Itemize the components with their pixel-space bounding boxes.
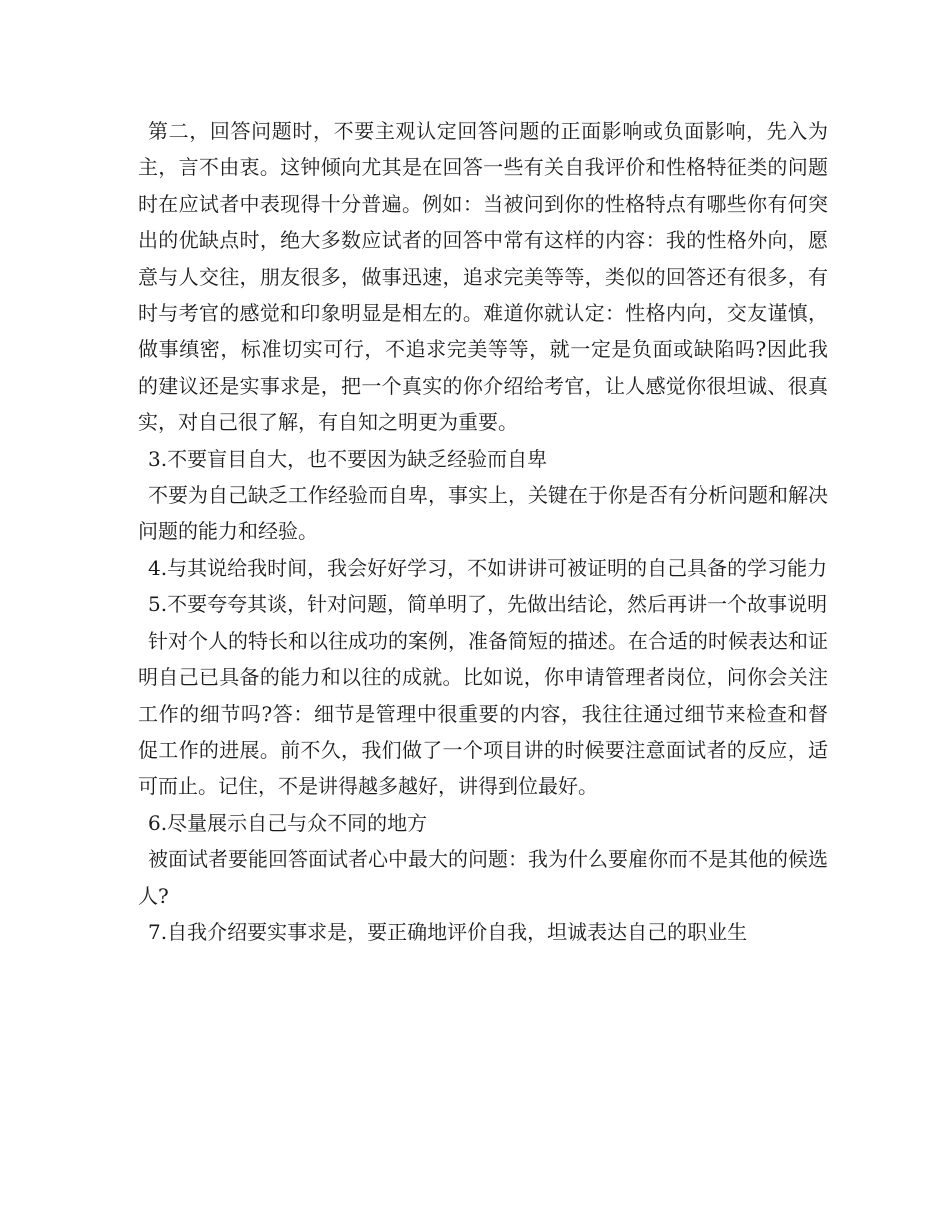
heading-point-6: 6.尽量展示自己与众不同的地方 [148,810,428,835]
heading-point-5: 5.不要夸夸其谈，针对问题，简单明了，先做出结论，然后再讲一个故事说明 [148,592,828,617]
document-body [138,113,828,950]
paragraph-point-6: 被面试者要能回答面试者心中最大的问题：我为什么要雇你而不是其他的候选人? [138,847,828,908]
paragraph-second-point: 第二，回答问题时，不要主观认定回答问题的正面影响或负面影响，先入为主，言不由衷。这钟倾向尤其是在回答一些有关自我评价和性格特征类的问题时在应试者中表现得十分普遍。例如：当被问到你的性格特点有哪些你有何突出的优缺点时，绝大多数应试者的回答中常有这样的内容：我的性格外向，愿意与人交往，朋友很多，做事迅速，追求完美等等，类似的回答还有很多，有时与考官的感觉和印象明显是相左的。难道你就认定：性格内向，交友谨慎，做事缜密，标准切实可行，不追求完美等等，就一定是负面或缺陷吗?因此我的建议还是实事求是，把一个真实的你介绍给考官，让人感觉你很坦诚、很真实，对自己很了解，有自知之明更为重要。 [138,119,828,435]
paragraph-point-5: 针对个人的特长和以往成功的案例，准备简短的描述。在合适的时候表达和证明自己已具备的能力和以往的成就。比如说，你申请管理者岗位，问你会关注工作的细节吗?答：细节是管理中很重要的内容，我往往通过细节来检查和督促工作的进展。前不久，我们做了一个项目讲的时候要注意面试者的反应，适可而止。记住，不是讲得越多越好，讲得到位最好。 [138,628,828,799]
heading-point-4: 4.与其说给我时间，我会好好学习，不如讲讲可被证明的自己具备的学习能力 [148,555,828,580]
paragraph-point-3: 不要为自己缺乏工作经验而自卑，事实上，关键在于你是否有分析问题和解决问题的能力和经验。 [138,483,828,544]
heading-point-7: 7.自我介绍要实事求是，要正确地评价自我，坦诚表达自己的职业生 [148,919,748,944]
heading-point-3: 3.不要盲目自大，也不要因为缺乏经验而自卑 [148,446,548,471]
